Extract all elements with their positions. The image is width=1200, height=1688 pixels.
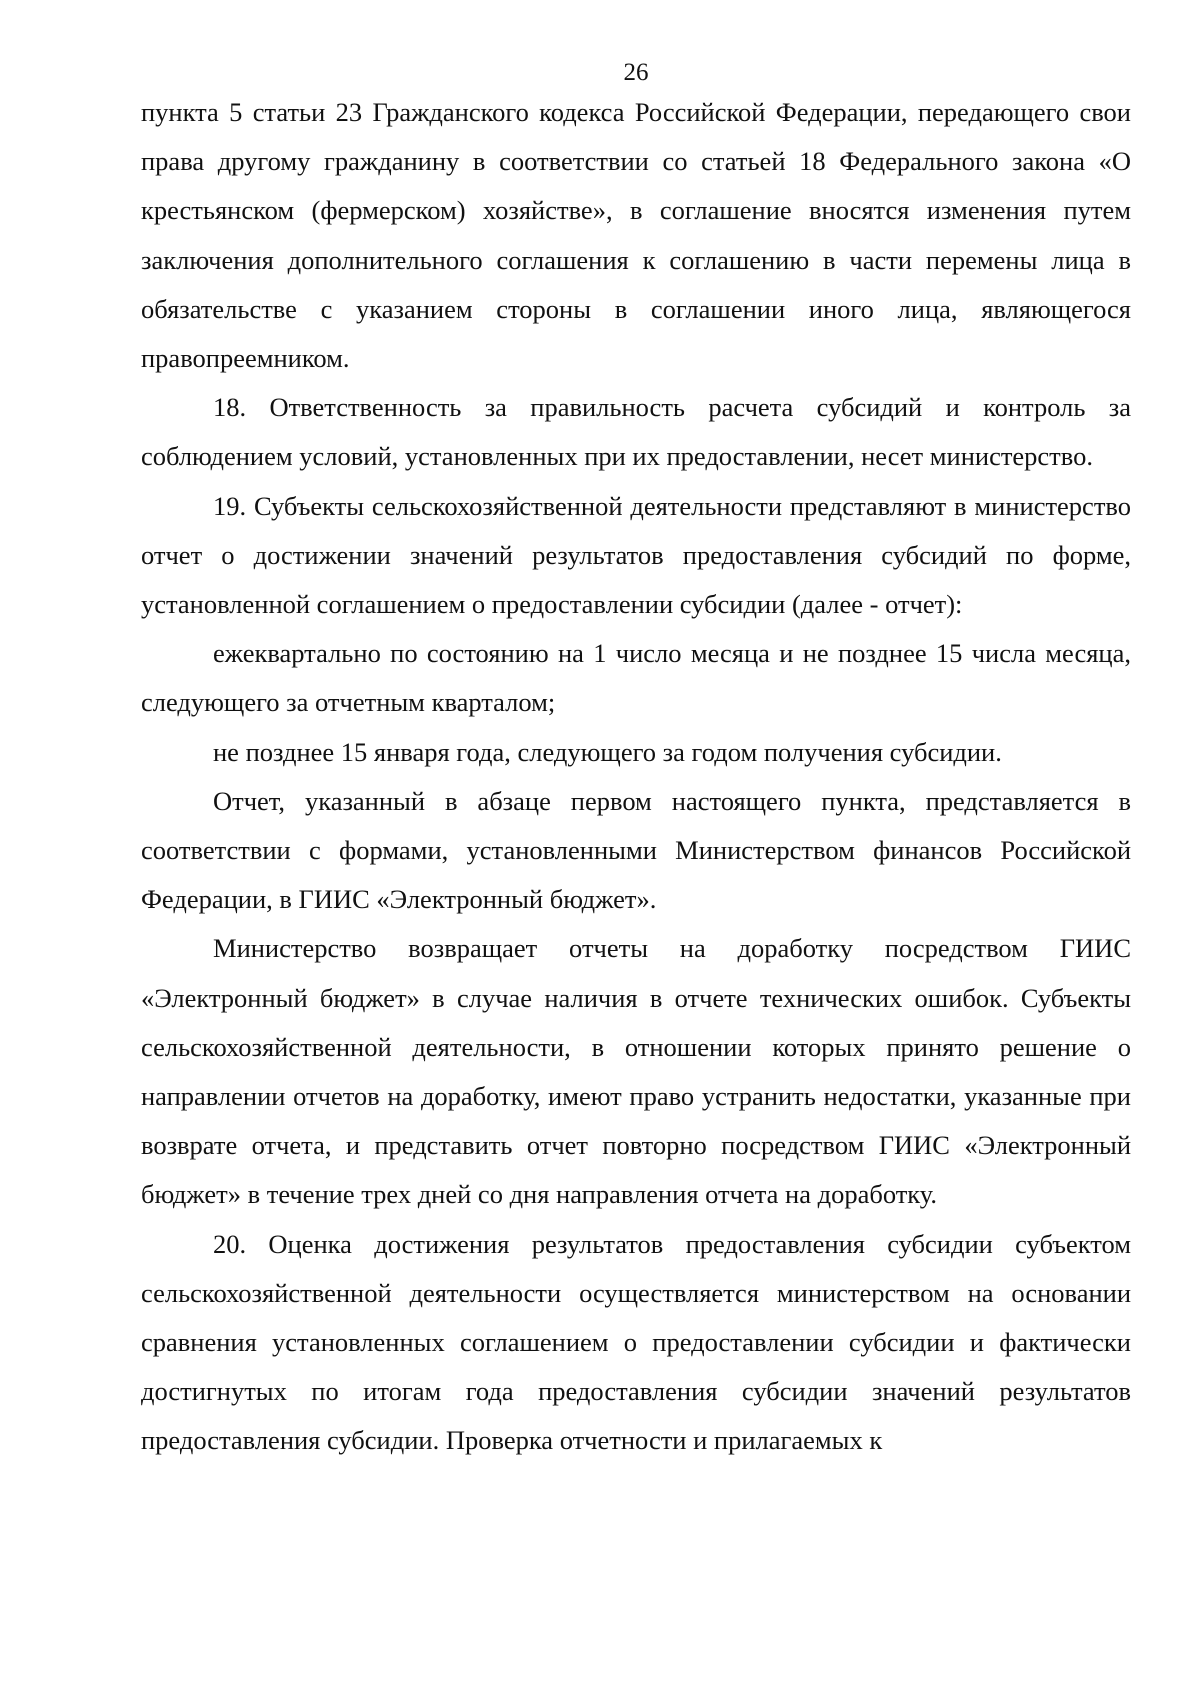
paragraph-19-report-form: Отчет, указанный в абзаце первом настоящего пункта, представляется в соответствии с формами, установленными Министерством финансов Российской Федерации, в ГИИС «Электронный бюджет». — [141, 785, 1131, 915]
paragraph-18: 18. Ответственность за правильность расчета субсидий и контроль за соблюдением условий, установленных при их предоставлении, несет министерство. — [141, 392, 1131, 472]
page-number: 26 — [623, 59, 649, 86]
paragraph-20: 20. Оценка достижения результатов предоставления субсидии субъектом сельскохозяйственной деятельности осуществляется министерством на основании сравнения установленных соглашением о предоставлении субсидии и фактически достигнутых по итогам года предоставления субсидии значений результатов предоставления субсидии. Проверка отчетности и прилагаемых к — [141, 1228, 1131, 1456]
document-page — [141, 58, 1131, 1466]
paragraph-19: 19. Субъекты сельскохозяйственной деятельности представляют в министерство отчет о достижении значений результатов предоставления субсидий по форме, установленной соглашением о предоставлении субсидии (далее - отчет): — [141, 490, 1131, 620]
paragraph-continuation: пункта 5 статьи 23 Гражданского кодекса Российской Федерации, передающего свои права другому гражданину в соответствии со статьей 18 Федерального закона «О крестьянском (фермерском) хозяйстве», в соглашение вносятся изменения путем заключения дополнительного соглашения к соглашению в части перемены лица в обязательстве с указанием стороны в соглашении иного лица, являющегося правопреемником. — [141, 97, 1131, 374]
document-body — [141, 88, 1131, 1466]
paragraph-19-quarterly: ежеквартально по состоянию на 1 число месяца и не позднее 15 числа месяца, следующего за отчетным кварталом; — [141, 638, 1131, 718]
paragraph-19-return: Министерство возвращает отчеты на доработку посредством ГИИС «Электронный бюджет» в случае наличия в отчете технических ошибок. Субъекты сельскохозяйственной деятельности, в отношении которых принято решение о направлении отчетов на доработку, имеют право устранить недостатки, указанные при возврате отчета, и представить отчет повторно посредством ГИИС «Электронный бюджет» в течение трех дней со дня направления отчета на доработку. — [141, 933, 1131, 1210]
paragraph-19-annual: не позднее 15 января года, следующего за годом получения субсидии. — [213, 736, 1002, 767]
